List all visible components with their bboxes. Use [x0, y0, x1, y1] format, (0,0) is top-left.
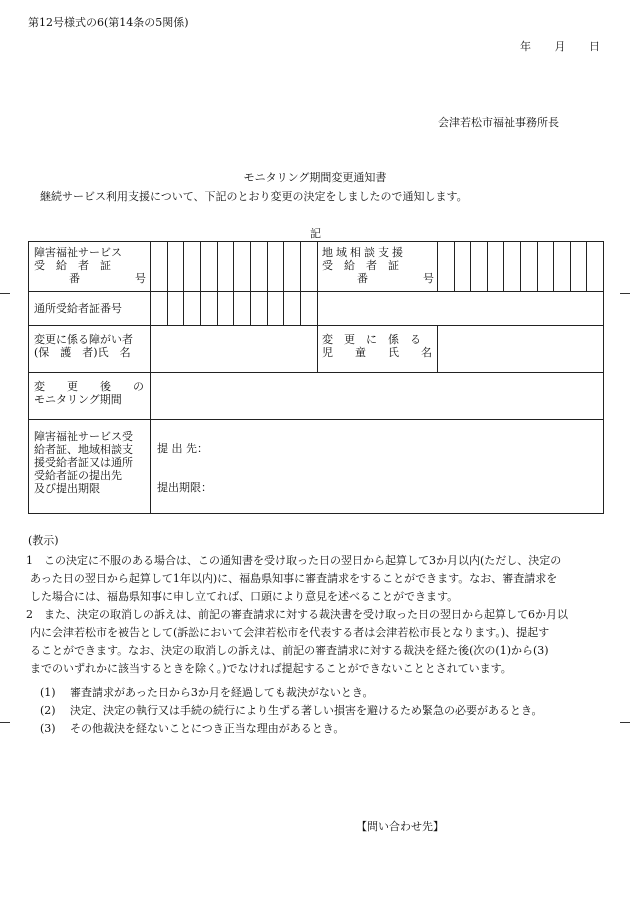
- notice-item-2: [26, 606, 606, 678]
- sub-item: [40, 684, 620, 702]
- sub-item-text: その他裁決を経ないことにつき正当な理由があるとき。: [70, 722, 345, 735]
- label-line: (保 護 者)氏 名: [34, 346, 131, 359]
- notice-line: あった日の翌日から起算して1年以内)に、福島県知事に審査請求をすることができます。なお、審査請求を: [30, 572, 558, 585]
- label-line: 受 給 者 証: [34, 259, 111, 272]
- label-line: 番 号: [69, 272, 146, 285]
- label-person-name: [34, 333, 133, 359]
- label-line: 変 更 後 の: [34, 380, 144, 393]
- issuer: 会津若松市福祉事務所長: [438, 116, 559, 129]
- sub-item-number: (2): [40, 704, 56, 717]
- submission-deadline-label: 提出期限：: [157, 481, 212, 494]
- form-number: 第12号様式の6(第14条の5関係): [28, 16, 189, 29]
- sub-item-text: 決定、決定の執行又は手続の続行により生ずる著しい損害を避けるため緊急の必要があるとき。: [70, 704, 543, 717]
- label-line: 児 童 氏 名: [322, 346, 432, 359]
- label-line: 援受給者証又は通所: [34, 456, 133, 469]
- label-child-name: [322, 333, 432, 359]
- notice-line: 内に会津若松市を被告として(訴訟において会津若松市を代表する者は会津若松市長となります。)、提起す: [30, 626, 550, 639]
- label-line: 変 更 に 係 る: [322, 333, 421, 346]
- date-month: 月: [554, 40, 566, 53]
- label-line: モニタリング期間: [34, 393, 122, 406]
- contact-heading: 【問い合わせ先】: [356, 820, 444, 833]
- sub-item-number: (3): [40, 722, 56, 735]
- notice-item-1: [26, 552, 606, 606]
- submission-destination-label: 提 出 先：: [157, 442, 208, 455]
- ki-heading: 記: [310, 227, 321, 240]
- notice-number: 2: [26, 608, 33, 621]
- label-line: 受 給 者 証: [322, 259, 399, 272]
- sub-items: [40, 684, 620, 738]
- notice-line: この決定に不服のある場合は、この通知書を受け取った日の翌日から起算して3か月以内(ただし、決定の: [44, 554, 562, 567]
- date-day: 日: [589, 40, 600, 53]
- intro-text: 継続サービス利用支援について、下記のとおり変更の決定をしましたので通知します。: [40, 190, 468, 203]
- label-line: 受給者証の提出先: [34, 469, 122, 482]
- label-line: 障害福祉サービス受: [34, 430, 133, 443]
- notice-line: した場合には、福島県知事に申し立てれば、口頭により意見を述べることができます。: [30, 590, 459, 603]
- label-day-service-certificate-number: 通所受給者証番号: [34, 302, 122, 315]
- label-line: 給者証、地域相談支: [34, 443, 133, 456]
- label-line: 障害福祉サービス: [34, 246, 122, 259]
- label-submission: [34, 430, 133, 495]
- notice-line: までのいずれかに該当するときを除く。)でなければ提起することができないこととされています。: [30, 662, 512, 675]
- label-line: 番 号: [357, 272, 434, 285]
- label-line: 及び提出期限: [34, 482, 100, 495]
- notice-heading: (教示): [28, 534, 59, 547]
- notice-line: ることができます。なお、決定の取消しの訴えは、前記の審査請求に対する裁決を経た後(次の(1)から(3): [30, 644, 549, 657]
- date-year: 年: [520, 40, 531, 53]
- label-monitoring-period: [34, 380, 144, 406]
- document-title: モニタリング期間変更通知書: [243, 171, 387, 184]
- label-line: 変更に係る障がい者: [34, 333, 133, 346]
- label-consultation-certificate-number: [322, 246, 434, 285]
- sub-item-text: 審査請求があった日から3か月を経過しても裁決がないとき。: [70, 686, 374, 699]
- sub-item: [40, 702, 620, 720]
- notice-number: 1: [26, 554, 33, 567]
- notice-line: また、決定の取消しの訴えは、前記の審査請求に対する裁決書を受け取った日の翌日から起算して6か月以: [44, 608, 568, 621]
- label-service-certificate-number: [34, 246, 146, 285]
- label-line: 地域相談支援: [322, 246, 406, 259]
- sub-item-number: (1): [40, 686, 56, 699]
- sub-item: [40, 720, 620, 738]
